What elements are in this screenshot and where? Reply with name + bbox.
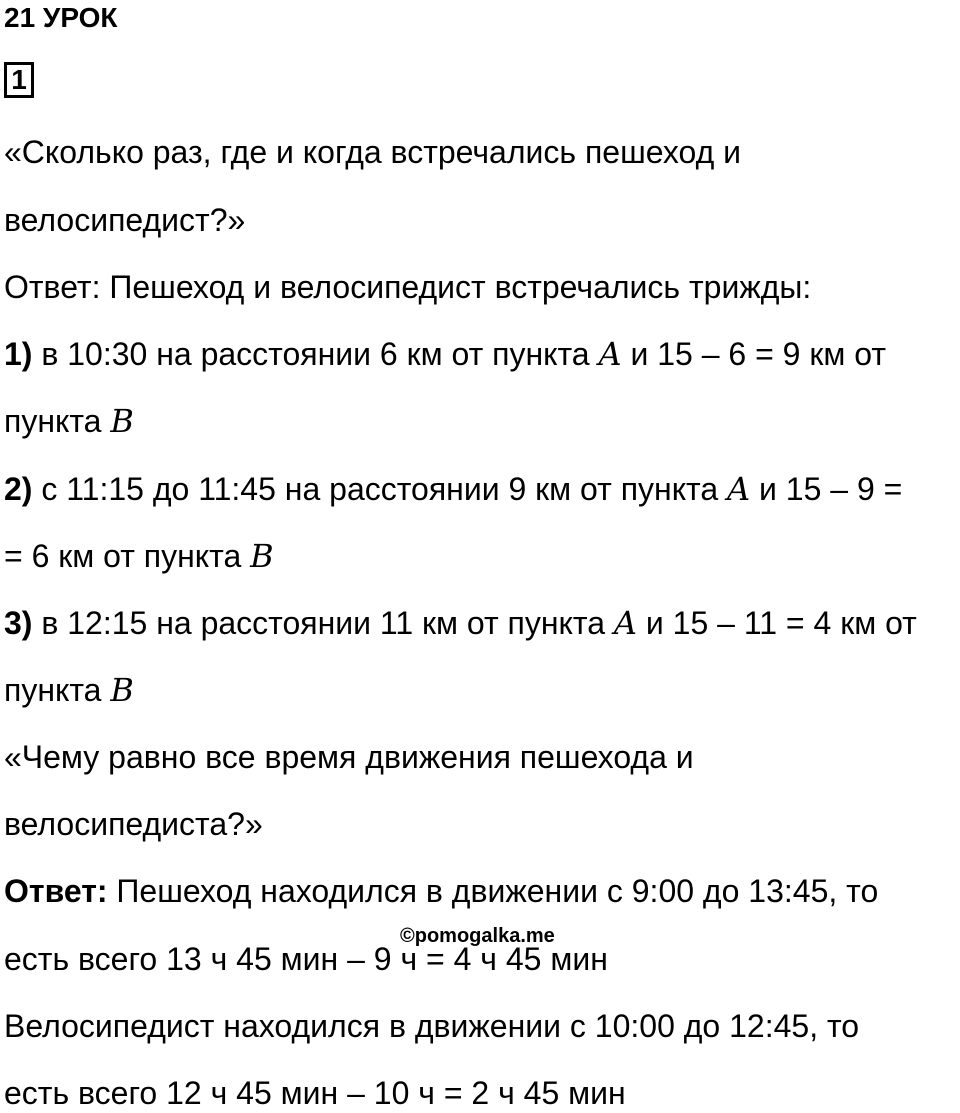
question-1-line-1: «Сколько раз, где и когда встречались пешеход и — [4, 134, 742, 170]
item-number: 2) — [4, 471, 33, 507]
lesson-title: 21 УРОК — [4, 2, 118, 33]
item-number: 1) — [4, 336, 33, 372]
question-2-line-1: «Чему равно все время движения пешехода и — [4, 739, 694, 775]
point-variable: A — [727, 470, 751, 508]
item-text-tail: и 15 – 11 = 4 км от — [636, 605, 917, 641]
question-1-line-2: велосипедист?» — [4, 202, 246, 238]
item-text: с 11:15 до 11:45 на расстоянии 9 км от пункта — [32, 471, 728, 507]
item-text-tail: и 15 – 6 = 9 км от — [621, 336, 886, 372]
answer-2-line-4: есть всего 12 ч 45 мин – 10 ч = 2 ч 45 мин — [4, 1075, 626, 1111]
answer-label: Ответ: — [4, 873, 108, 909]
item-text: в 12:15 на расстоянии 11 км от пункта — [32, 605, 614, 641]
answer-item-2-line-2 — [4, 536, 274, 576]
answer-item-3-line-1 — [4, 603, 917, 643]
answer-1-intro: Ответ: Пешеход и велосипедист встречались трижды: — [4, 269, 812, 305]
point-variable: A — [598, 335, 622, 373]
answer-item-2-line-1 — [4, 469, 902, 509]
answer-item-1-line-1 — [4, 334, 886, 374]
item-number: 3) — [4, 605, 33, 641]
item-text: пункта — [4, 403, 111, 439]
question-2-line-2: велосипедиста?» — [4, 806, 263, 842]
point-variable: B — [110, 671, 134, 709]
point-variable: A — [613, 604, 637, 642]
answer-2-line-3: Велосипедист находился в движении с 10:00 до 12:45, то — [4, 1008, 860, 1044]
point-variable: B — [110, 402, 134, 440]
task-number-box: 1 — [4, 62, 34, 98]
item-text-tail: и 15 – 9 = — [750, 471, 903, 507]
answer-2-line-1 — [4, 871, 878, 911]
watermark: ©pomogalka.me — [400, 925, 555, 947]
item-text: пункта — [4, 672, 111, 708]
answer-item-3-line-2 — [4, 670, 134, 710]
answer-text: Пешеход находился в движении с 9:00 до 13:45, то — [107, 873, 879, 909]
answer-item-1-line-2 — [4, 401, 134, 441]
answer-2-line-2: есть всего 13 ч 45 мин – 9 ч = 4 ч 45 мин — [4, 941, 608, 977]
item-text: = 6 км от пункта — [4, 538, 251, 574]
item-text: в 10:30 на расстоянии 6 км от пункта — [32, 336, 599, 372]
point-variable: B — [250, 537, 274, 575]
